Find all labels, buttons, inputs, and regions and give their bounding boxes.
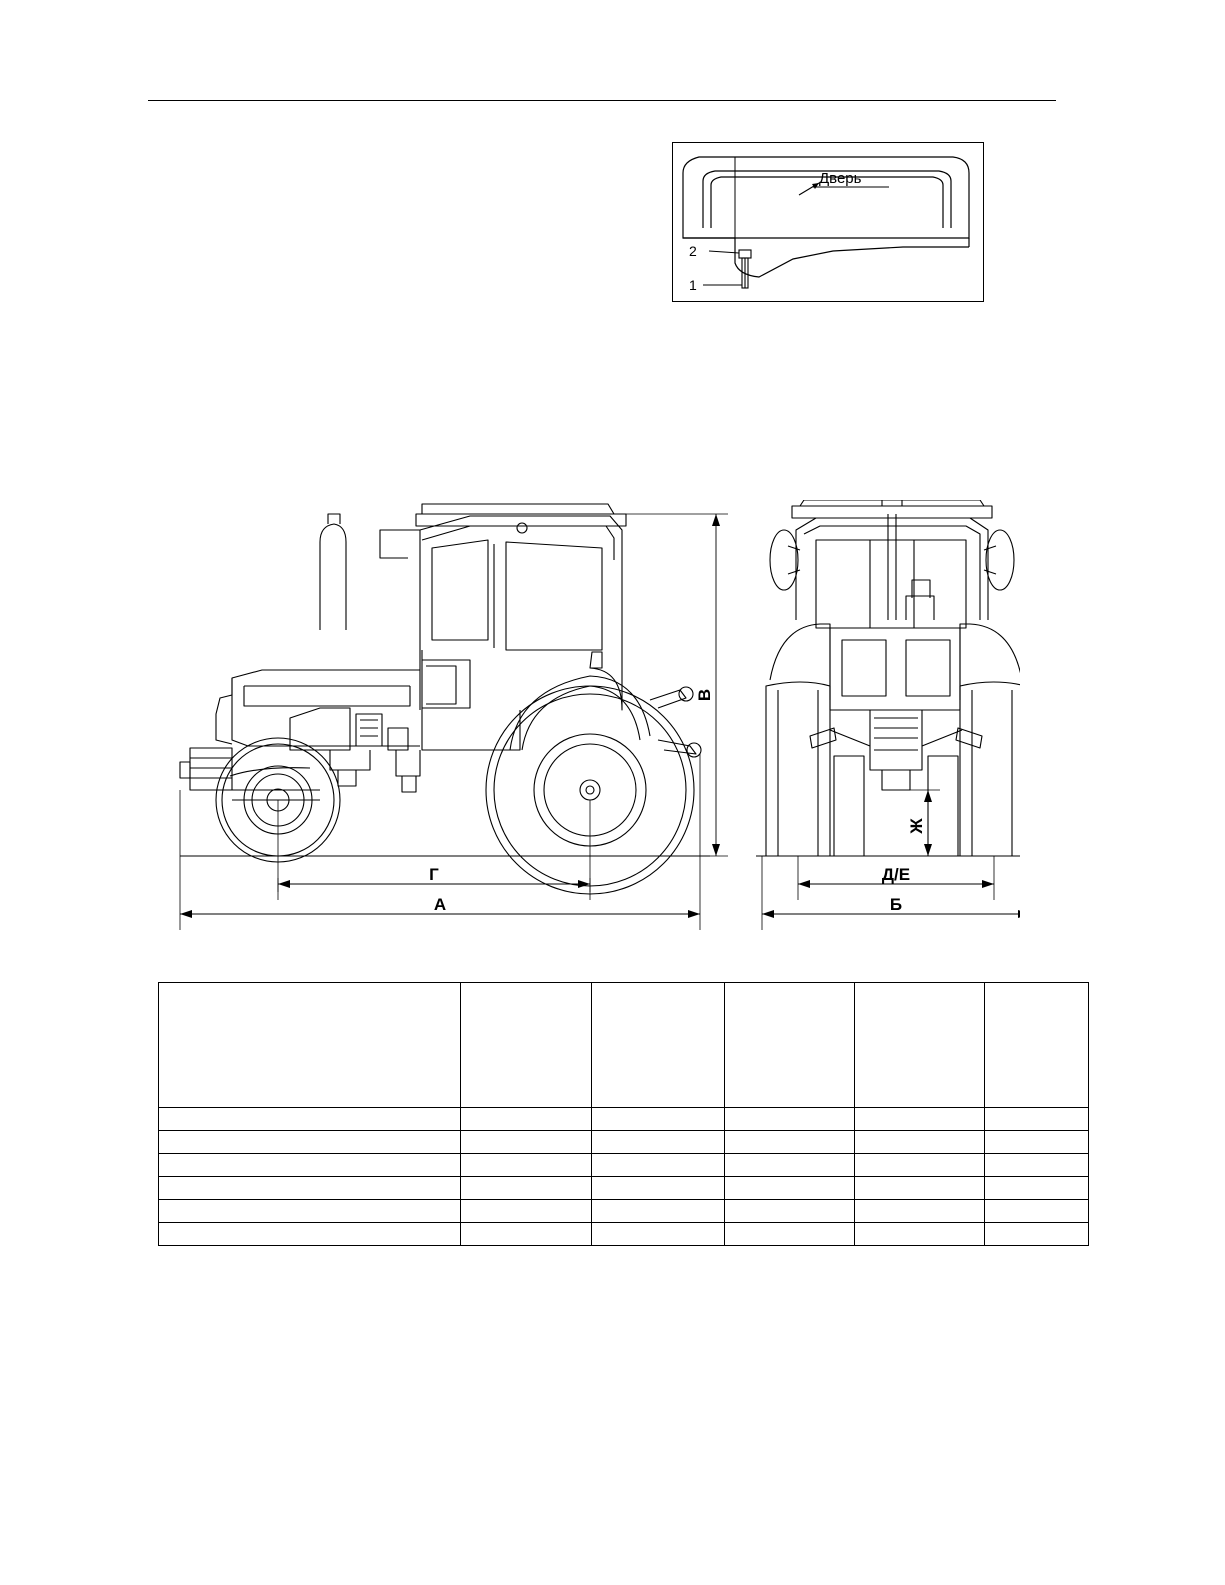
table-cell [461,1131,592,1154]
dim-label-width: Б [889,895,903,914]
table-cell [725,1200,855,1223]
dim-label-wheelbase: Г [429,865,439,884]
table-cell [159,1177,461,1200]
table-cell [592,1223,725,1246]
table-row [159,1223,1089,1246]
table-cell [985,1200,1089,1223]
table-header-cell [725,983,855,1108]
table-cell [592,1154,725,1177]
callout-2: 2 [689,243,697,259]
table-cell [985,1108,1089,1131]
table-cell [461,1108,592,1131]
table-cell [725,1154,855,1177]
cab-door-detail-figure [672,142,984,302]
dim-label-clearance: Ж [907,818,926,834]
table-cell [985,1154,1089,1177]
table-row [159,1131,1089,1154]
table-cell [159,1223,461,1246]
table-header-row [159,983,1089,1108]
table-cell [855,1200,985,1223]
table-row [159,1154,1089,1177]
table-cell [855,1108,985,1131]
callout-1: 1 [689,277,697,293]
table-cell [159,1154,461,1177]
table-header-cell [855,983,985,1108]
table-cell [985,1223,1089,1246]
table-cell [592,1131,725,1154]
dimensions-table [158,982,1089,1246]
table-cell [725,1223,855,1246]
table-cell [592,1108,725,1131]
table-cell [461,1154,592,1177]
table-cell [855,1131,985,1154]
dim-label-track: Д/Е [881,865,911,884]
tractor-dimension-figure [170,500,1020,950]
table-row [159,1108,1089,1131]
table-cell [159,1200,461,1223]
dim-label-length: А [433,895,447,914]
table-cell [461,1200,592,1223]
table-cell [725,1131,855,1154]
dim-label-height: В [695,688,714,702]
table-cell [159,1131,461,1154]
door-label: Дверь [819,170,862,187]
table-cell [855,1154,985,1177]
table-row [159,1177,1089,1200]
table-cell [592,1177,725,1200]
table-header-cell [461,983,592,1108]
table-cell [592,1200,725,1223]
table-cell [159,1108,461,1131]
table-cell [855,1177,985,1200]
table-row [159,1200,1089,1223]
table-cell [855,1223,985,1246]
table-cell [725,1108,855,1131]
header-divider [148,100,1056,101]
table-cell [461,1177,592,1200]
table-header-cell [159,983,461,1108]
table-cell [461,1223,592,1246]
table-cell [725,1177,855,1200]
table-cell [985,1177,1089,1200]
table-header-cell [985,983,1089,1108]
table-cell [985,1131,1089,1154]
table-header-cell [592,983,725,1108]
